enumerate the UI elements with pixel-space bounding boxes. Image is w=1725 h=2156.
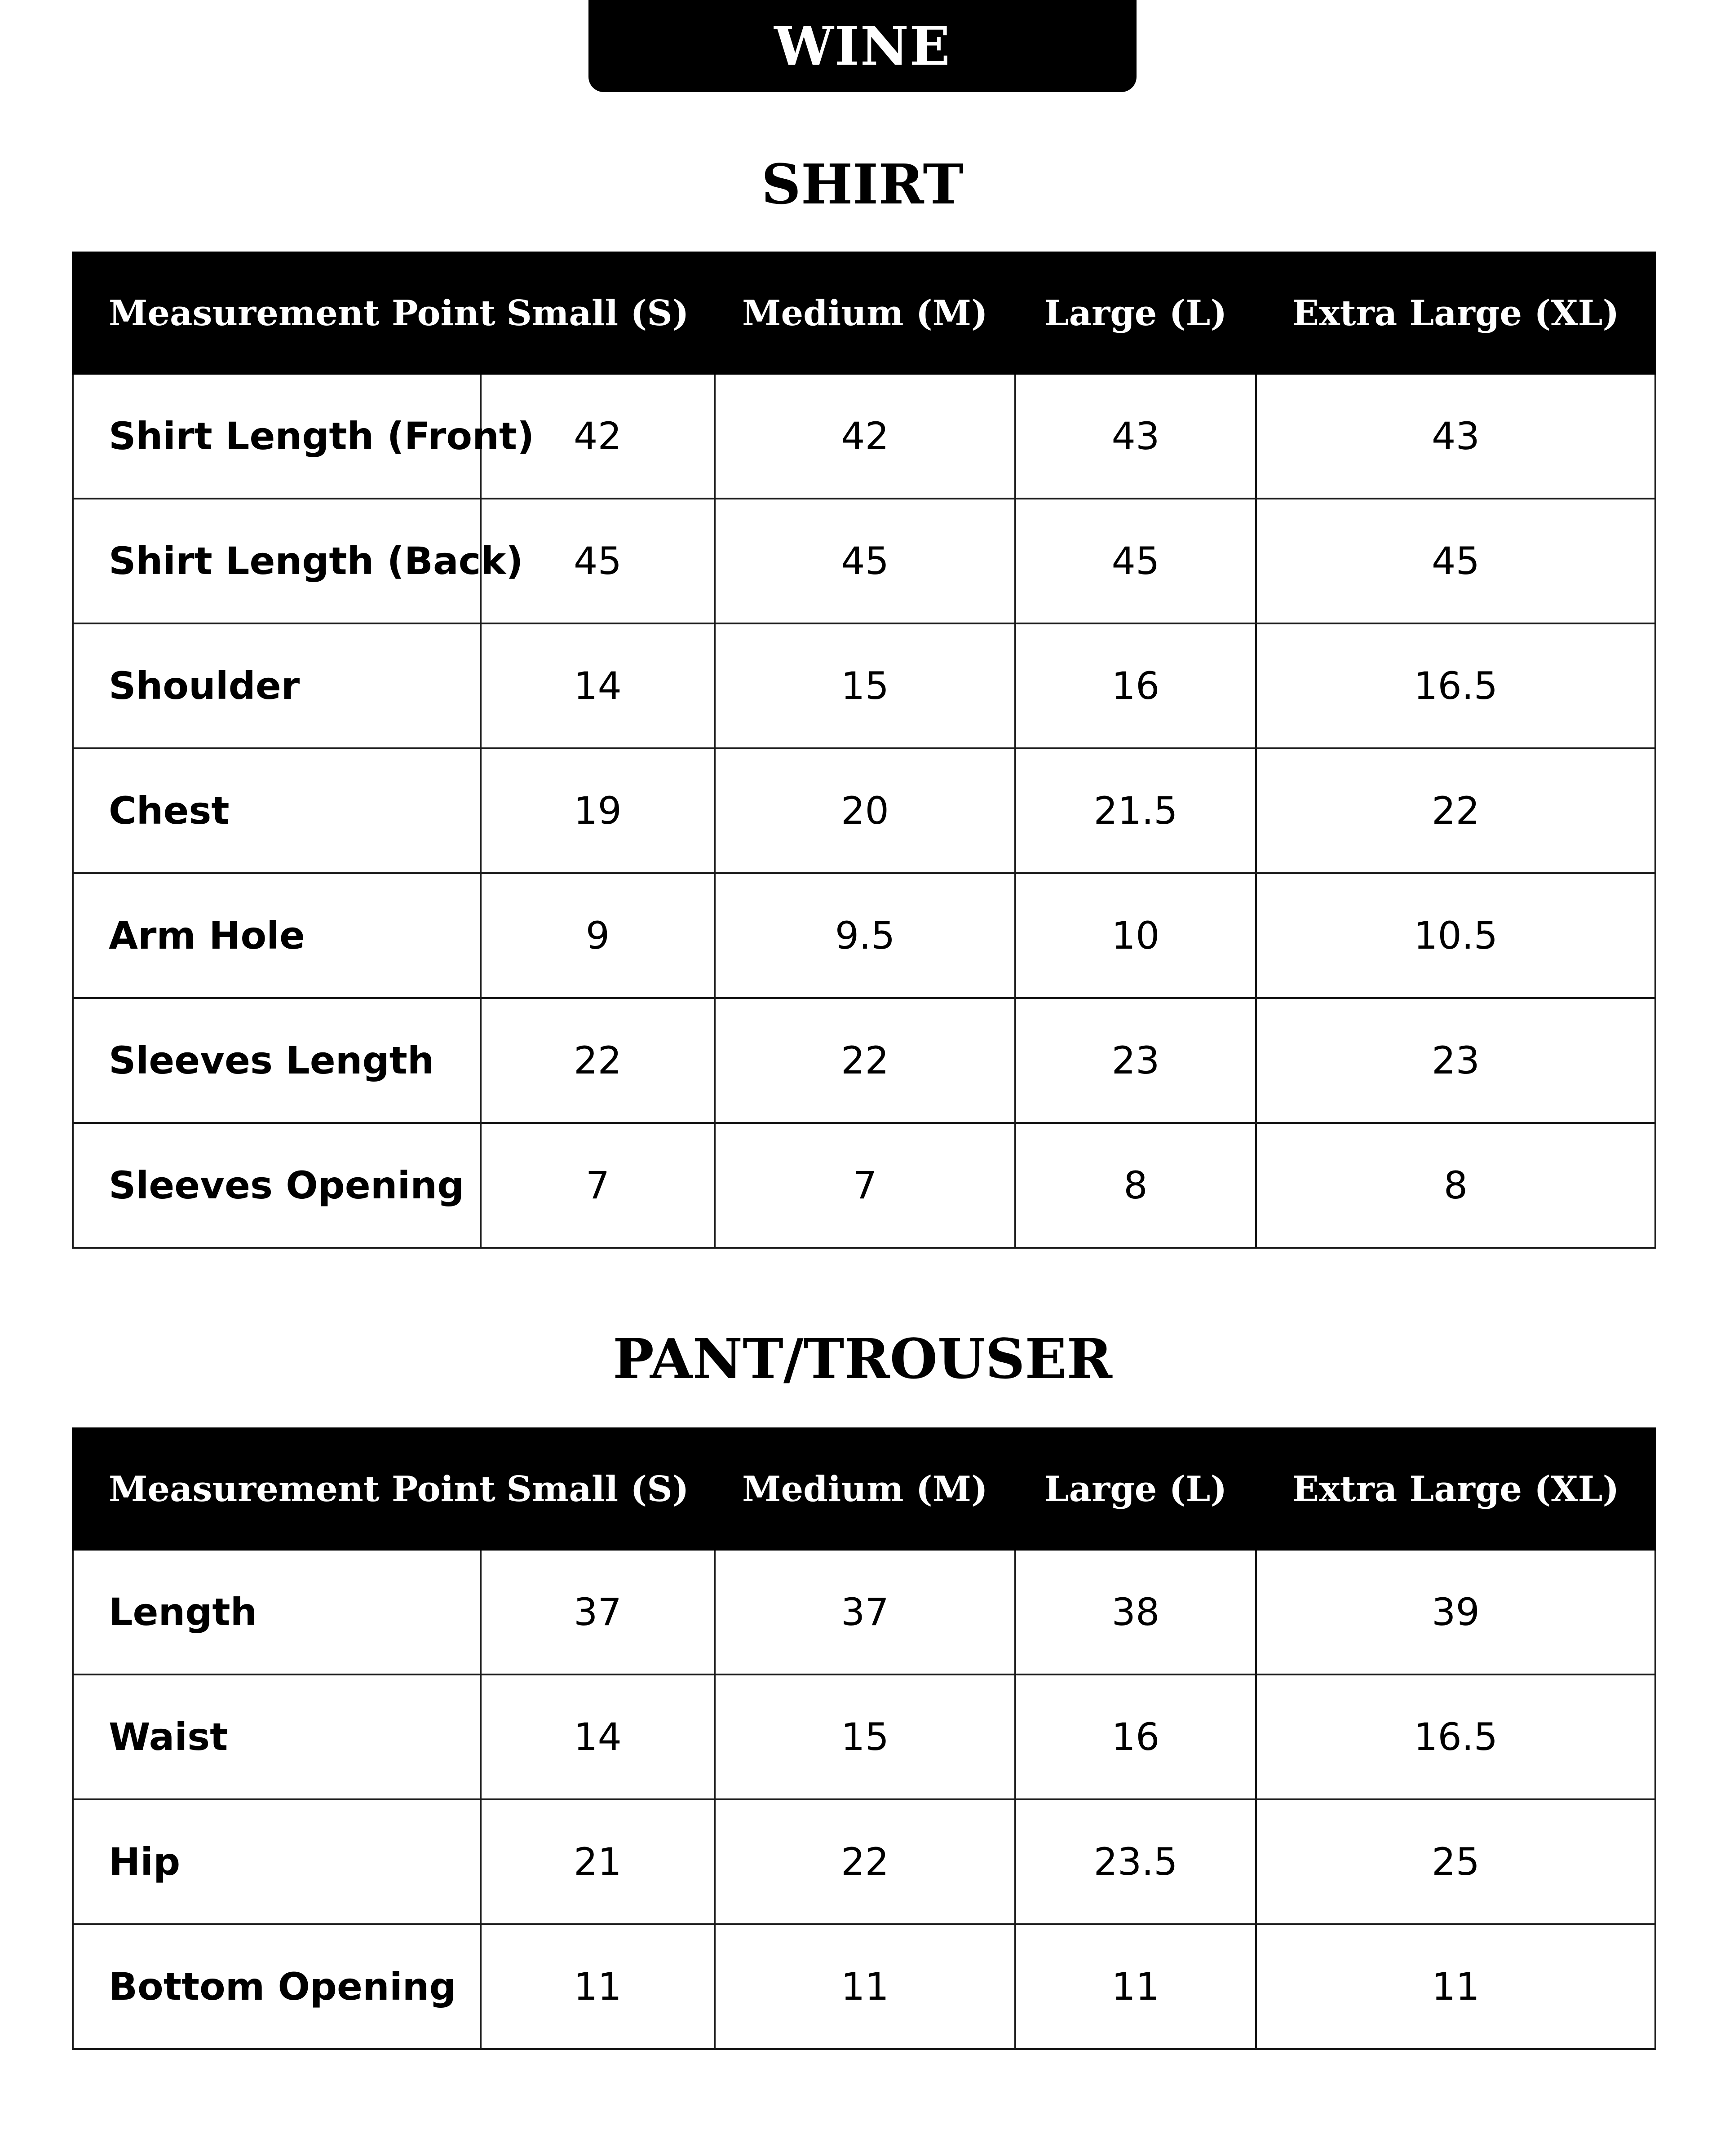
table-row: [73, 998, 1655, 1123]
size-value-medium: 15: [715, 1674, 1015, 1799]
pant-header-row: [73, 1428, 1655, 1550]
shirt-header-row: [73, 252, 1655, 374]
size-value-medium: 11: [715, 1924, 1015, 2049]
column-header-small: Small (S): [481, 1428, 715, 1550]
size-value-extra-large: 25: [1256, 1799, 1655, 1924]
measurement-label: Shirt Length (Back): [73, 499, 481, 623]
size-value-extra-large: 45: [1256, 499, 1655, 623]
size-value-medium: 45: [715, 499, 1015, 623]
size-value-extra-large: 39: [1256, 1550, 1655, 1674]
table-row: [73, 374, 1655, 499]
table-row: [73, 1550, 1655, 1674]
shirt-size-table: [72, 252, 1656, 1249]
size-value-medium: 37: [715, 1550, 1015, 1674]
size-value-small: 14: [481, 623, 715, 748]
table-row: [73, 873, 1655, 998]
pant-size-table: [72, 1427, 1656, 2050]
size-value-small: 7: [481, 1123, 715, 1248]
table-row: [73, 1674, 1655, 1799]
size-value-small: 21: [481, 1799, 715, 1924]
size-value-small: 42: [481, 374, 715, 499]
size-value-large: 8: [1015, 1123, 1256, 1248]
table-row: [73, 1924, 1655, 2049]
measurement-label: Chest: [73, 748, 481, 873]
measurement-label: Sleeves Length: [73, 998, 481, 1123]
pant-section-heading: PANT/TROUSER: [613, 1326, 1112, 1391]
measurement-label: Bottom Opening: [73, 1924, 481, 2049]
size-value-medium: 9.5: [715, 873, 1015, 998]
table-row: [73, 1123, 1655, 1248]
column-header-small: Small (S): [481, 252, 715, 374]
size-value-medium: 7: [715, 1123, 1015, 1248]
table-row: [73, 1799, 1655, 1924]
size-value-medium: 22: [715, 998, 1015, 1123]
size-value-large: 16: [1015, 623, 1256, 748]
measurement-label: Sleeves Opening: [73, 1123, 481, 1248]
column-header-extra-large: Extra Large (XL): [1256, 252, 1655, 374]
measurement-label: Waist: [73, 1674, 481, 1799]
table-row: [73, 748, 1655, 873]
column-header-measurement-point: Measurement Point: [73, 252, 481, 374]
column-header-extra-large: Extra Large (XL): [1256, 1428, 1655, 1550]
measurement-label: Arm Hole: [73, 873, 481, 998]
size-value-medium: 20: [715, 748, 1015, 873]
size-value-large: 45: [1015, 499, 1256, 623]
size-value-medium: 42: [715, 374, 1015, 499]
size-value-small: 19: [481, 748, 715, 873]
size-value-small: 22: [481, 998, 715, 1123]
size-value-large: 16: [1015, 1674, 1256, 1799]
size-value-medium: 15: [715, 623, 1015, 748]
size-value-large: 38: [1015, 1550, 1256, 1674]
size-value-extra-large: 8: [1256, 1123, 1655, 1248]
size-value-small: 45: [481, 499, 715, 623]
size-value-large: 23: [1015, 998, 1256, 1123]
measurement-label: Length: [73, 1550, 481, 1674]
measurement-label: Shoulder: [73, 623, 481, 748]
size-value-medium: 22: [715, 1799, 1015, 1924]
size-value-small: 9: [481, 873, 715, 998]
size-value-small: 11: [481, 1924, 715, 2049]
shirt-section-heading: SHIRT: [761, 152, 964, 216]
table-row: [73, 623, 1655, 748]
size-value-large: 21.5: [1015, 748, 1256, 873]
size-value-large: 11: [1015, 1924, 1256, 2049]
product-color-title: WINE: [588, 0, 1137, 92]
size-value-extra-large: 16.5: [1256, 1674, 1655, 1799]
size-value-large: 23.5: [1015, 1799, 1256, 1924]
column-header-large: Large (L): [1015, 1428, 1256, 1550]
size-value-extra-large: 23: [1256, 998, 1655, 1123]
size-value-large: 10: [1015, 873, 1256, 998]
column-header-large: Large (L): [1015, 252, 1256, 374]
size-value-extra-large: 11: [1256, 1924, 1655, 2049]
column-header-measurement-point: Measurement Point: [73, 1428, 481, 1550]
column-header-medium: Medium (M): [715, 252, 1015, 374]
measurement-label: Hip: [73, 1799, 481, 1924]
size-value-extra-large: 16.5: [1256, 623, 1655, 748]
column-header-medium: Medium (M): [715, 1428, 1015, 1550]
size-value-small: 37: [481, 1550, 715, 1674]
size-value-small: 14: [481, 1674, 715, 1799]
size-value-large: 43: [1015, 374, 1256, 499]
size-value-extra-large: 10.5: [1256, 873, 1655, 998]
table-row: [73, 499, 1655, 623]
measurement-label: Shirt Length (Front): [73, 374, 481, 499]
size-value-extra-large: 22: [1256, 748, 1655, 873]
size-value-extra-large: 43: [1256, 374, 1655, 499]
